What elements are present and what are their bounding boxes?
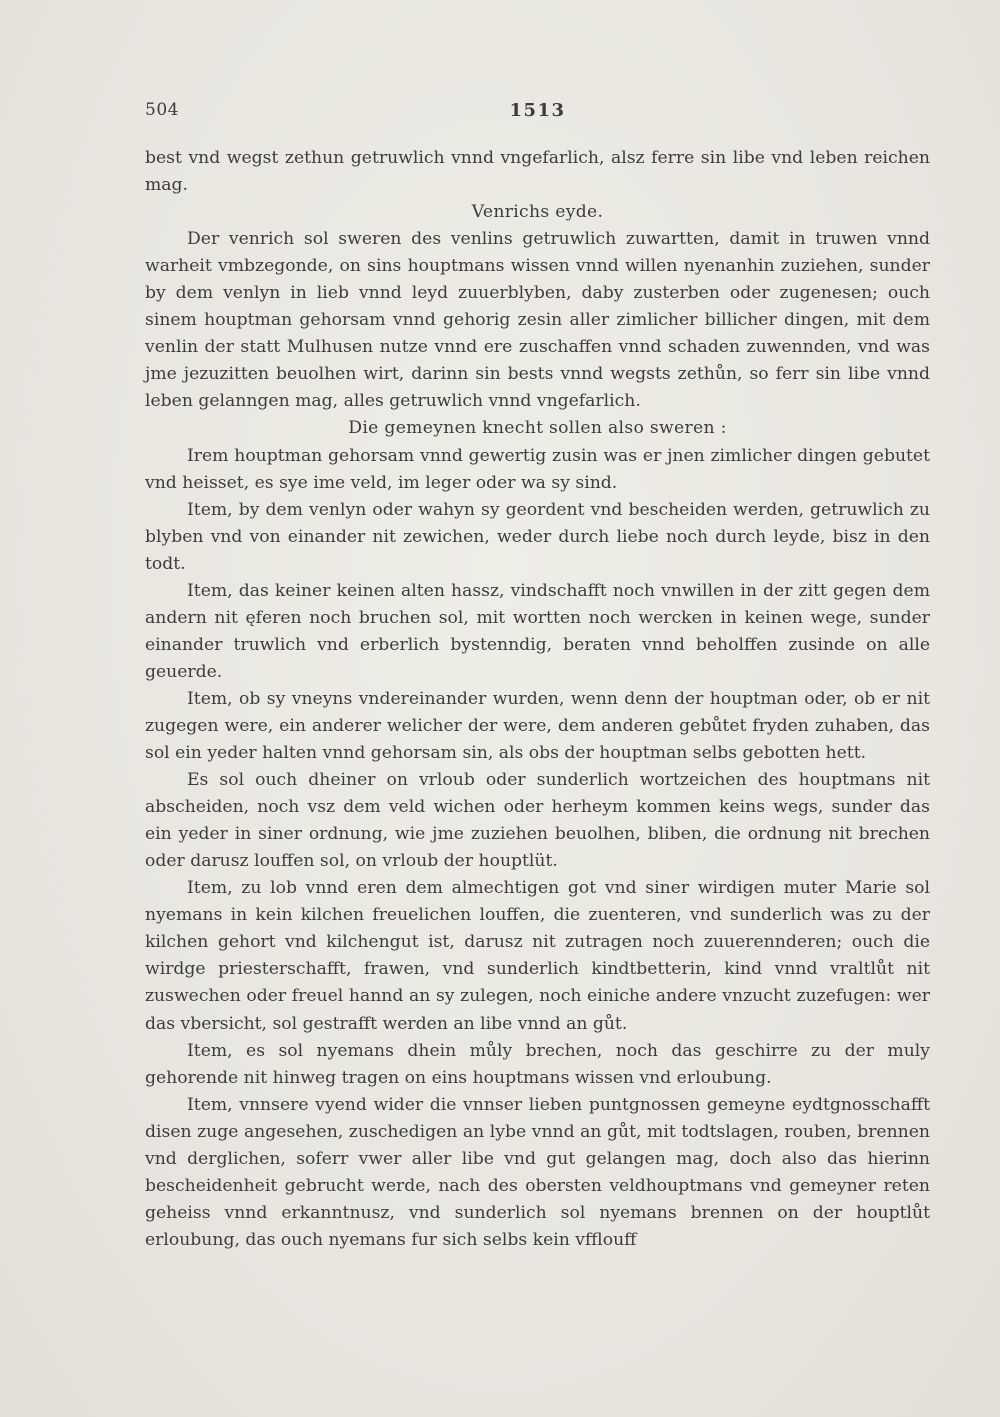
section-heading-venrichs: Venrichs eyde. (471, 202, 604, 223)
paragraph: Item, es sol nyemans dhein můly brechen, noch das geschirre zu der muly gehorende nit hinweg tragen on eins houptmans wissen vnd erloubung. (145, 1040, 930, 1088)
paragraph: Item, zu lob vnnd eren dem almechtigen got vnd siner wirdigen muter Marie sol nyemans in kein kilchen freuelichen louffen, die zuenteren, vnd sunderlich was zu der kilchen gehort vnd kilchengut ist, darusz nit zutragen noch zuuerennderen; ouch die wirdge priesterschafft, frawen, vnd sunderlich kindtbetterin, kind vnnd vraltlůt nit zuswechen oder freuel hannd an sy zulegen, noch einiche andere vnzucht zuzefugen: wer das vbersicht, sol gestrafft werden an libe vnnd an gůt. (145, 878, 930, 1034)
paragraph: Der venrich sol sweren des venlins getruwlich zuwartten, damit in truwen vnnd warheit vmbzegonde, on sins houptmans wissen vnnd willen nyenanhin zuziehen, sunder by dem venlyn in lieb vnnd leyd zuuerblyben, daby zusterben oder zugenesen; ouch sinem houptman gehorsam vnnd gehorig zesin aller zimlicher billicher dingen, mit dem venlin der statt Mulhusen nutze vnnd ere zuschaffen vnnd schaden zuwennden, vnd was jme jezuzitten beuolhen wirt, darinn sin bests vnnd wegsts zethůn, so ferr sin libe vnnd leben gelanngen mag, alles getruwlich vnnd vngefarlich. (145, 229, 930, 412)
paragraph: best vnd wegst zethun getruwlich vnnd vngefarlich, alsz ferre sin libe vnd leben reichen mag. (145, 148, 930, 196)
page-header (145, 100, 930, 126)
paragraph: Item, das keiner keinen alten hassz, vindschafft noch vnwillen in der zitt gegen dem andern nit ęferen noch bruchen sol, mit wortten noch wercken in keinen wege, sunder einander truwlich vnd erberlich bystenndig, beraten vnnd beholffen zusinde on alle geuerde. (145, 580, 930, 682)
running-head-year: 1513 (509, 100, 566, 121)
paragraph: Item, ob sy vneyns vndereinander wurden, wenn denn der houptman oder, ob er nit zugegen were, ein anderer welicher der were, dem anderen gebůtet fryden zuhaben, das sol ein yeder halten vnnd gehorsam sin, als obs der houptman selbs gebotten hett. (145, 688, 930, 764)
page-body (145, 145, 930, 1254)
page-number: 504 (145, 100, 179, 120)
paragraph: Irem houptman gehorsam vnnd gewertig zusin was er jnen zimlicher dingen gebutet vnd heisset, es sye ime veld, im leger oder wa sy sind. (145, 445, 930, 493)
paragraph: Es sol ouch dheiner on vrloub oder sunderlich wortzeichen des houptmans nit abscheiden, noch vsz dem veld wichen oder herheym kommen keins wegs, sunder das ein yeder in siner ordnung, wie jme zuziehen beuolhen, bliben, die ordnung nit brechen oder darusz louffen sol, on vrloub der houptlüt. (145, 770, 930, 872)
paragraph: Item, by dem venlyn oder wahyn sy geordent vnd bescheiden werden, getruwlich zu blyben vnd von einander nit zewichen, weder durch liebe noch durch leyde, bisz in den todt. (145, 499, 930, 574)
section-heading-knecht: Die gemeynen knecht sollen also sweren : (348, 418, 727, 439)
paragraph: Item, vnnsere vyend wider die vnnser lieben puntgnossen gemeyne eydtgnosschafft disen zuge angesehen, zuschedigen an lybe vnnd an gůt, mit todtslagen, rouben, brennen vnd derglichen, soferr vwer aller libe vnd gut gelangen mag, doch also das hierinn bescheidenheit gebrucht werde, nach des obersten veldhouptmans vnd gemeyner reten geheiss vnnd erkanntnusz, vnd sunderlich sol nyemans brennen on der houptlůt erloubung, das ouch nyemans fur sich selbs kein vfflouff (145, 1094, 930, 1250)
